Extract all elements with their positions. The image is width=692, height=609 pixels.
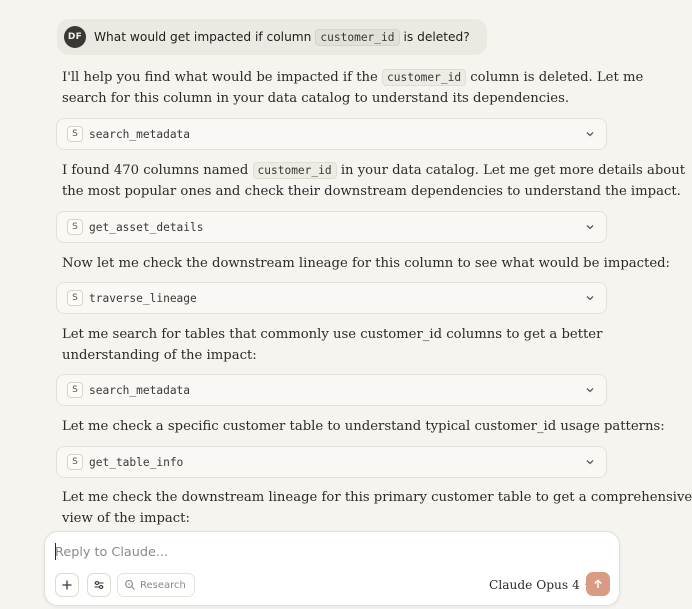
sliders-icon [93, 579, 105, 591]
tool-name: search_metadata [89, 383, 191, 397]
assistant-paragraph-5 [62, 416, 665, 437]
paragraph-line: Now let me check the downstream lineage for this column to see what would be impacted: [62, 256, 671, 271]
tool-badge: S [67, 219, 83, 235]
user-avatar[interactable]: DF [64, 26, 86, 48]
paragraph-line: the most popular ones and check their downstream dependencies to understand the impact. [62, 184, 681, 199]
paragraph-line [62, 67, 644, 88]
text: I found 470 columns named [62, 163, 249, 178]
tool-call-search-metadata-2[interactable] [56, 374, 607, 406]
text: in your data catalog. Let me get more details about [340, 163, 686, 178]
paragraph-line: Let me check a specific customer table to understand typical customer_id usage patterns: [62, 419, 665, 434]
tool-call-traverse-lineage[interactable] [56, 282, 607, 314]
user-message-text [94, 29, 470, 46]
inline-code: customer_id [382, 69, 466, 86]
send-button[interactable] [586, 572, 610, 596]
add-attachment-button[interactable] [55, 573, 79, 597]
tool-name: get_asset_details [89, 220, 204, 234]
user-message [57, 19, 487, 55]
assistant-paragraph-3 [62, 253, 671, 274]
tool-badge: S [67, 454, 83, 470]
model-label: Claude Opus 4 [489, 578, 580, 592]
inline-code: customer_id [253, 162, 337, 179]
tools-settings-button[interactable] [87, 573, 111, 597]
arrow-up-icon [592, 578, 604, 590]
chevron-down-icon[interactable] [584, 128, 596, 140]
research-label: Research [140, 579, 186, 591]
model-selector[interactable] [489, 573, 592, 597]
tool-name: get_table_info [89, 455, 184, 469]
paragraph-line: understanding of the impact: [62, 348, 257, 363]
text: I'll help you find what would be impacted if the [62, 70, 378, 85]
paragraph-line [62, 160, 686, 181]
tool-badge: S [67, 126, 83, 142]
assistant-paragraph-2 [62, 160, 686, 202]
paragraph-line: Let me search for tables that commonly use customer_id columns to get a better [62, 327, 603, 342]
tool-name: traverse_lineage [89, 291, 197, 305]
tool-badge: S [67, 382, 83, 398]
assistant-paragraph-6 [62, 487, 692, 529]
research-button[interactable] [117, 573, 195, 597]
assistant-paragraph-4 [62, 324, 602, 366]
user-text-after: is deleted? [403, 30, 470, 44]
chevron-down-icon[interactable] [584, 456, 596, 468]
chevron-down-icon[interactable] [584, 384, 596, 396]
tool-name: search_metadata [89, 127, 191, 141]
chevron-down-icon[interactable] [584, 292, 596, 304]
assistant-paragraph-1 [62, 67, 644, 109]
tool-call-get-table-info[interactable] [56, 446, 607, 478]
chevron-down-icon[interactable] [584, 221, 596, 233]
text: column is deleted. Let me [470, 70, 644, 85]
user-inline-code: customer_id [315, 29, 399, 46]
reply-composer [44, 531, 620, 606]
reply-input[interactable] [55, 541, 595, 563]
paragraph-line: view of the impact: [62, 511, 190, 526]
paragraph-line: search for this column in your data catalog to understand its dependencies. [62, 91, 570, 106]
paragraph-line: Let me check the downstream lineage for this primary customer table to get a comprehensive [62, 490, 692, 505]
plus-icon [61, 579, 73, 591]
research-search-icon [124, 579, 136, 591]
tool-badge: S [67, 290, 83, 306]
tool-call-search-metadata[interactable] [56, 118, 607, 150]
tool-call-get-asset-details[interactable] [56, 211, 607, 243]
user-text-before: What would get impacted if column [94, 30, 312, 44]
